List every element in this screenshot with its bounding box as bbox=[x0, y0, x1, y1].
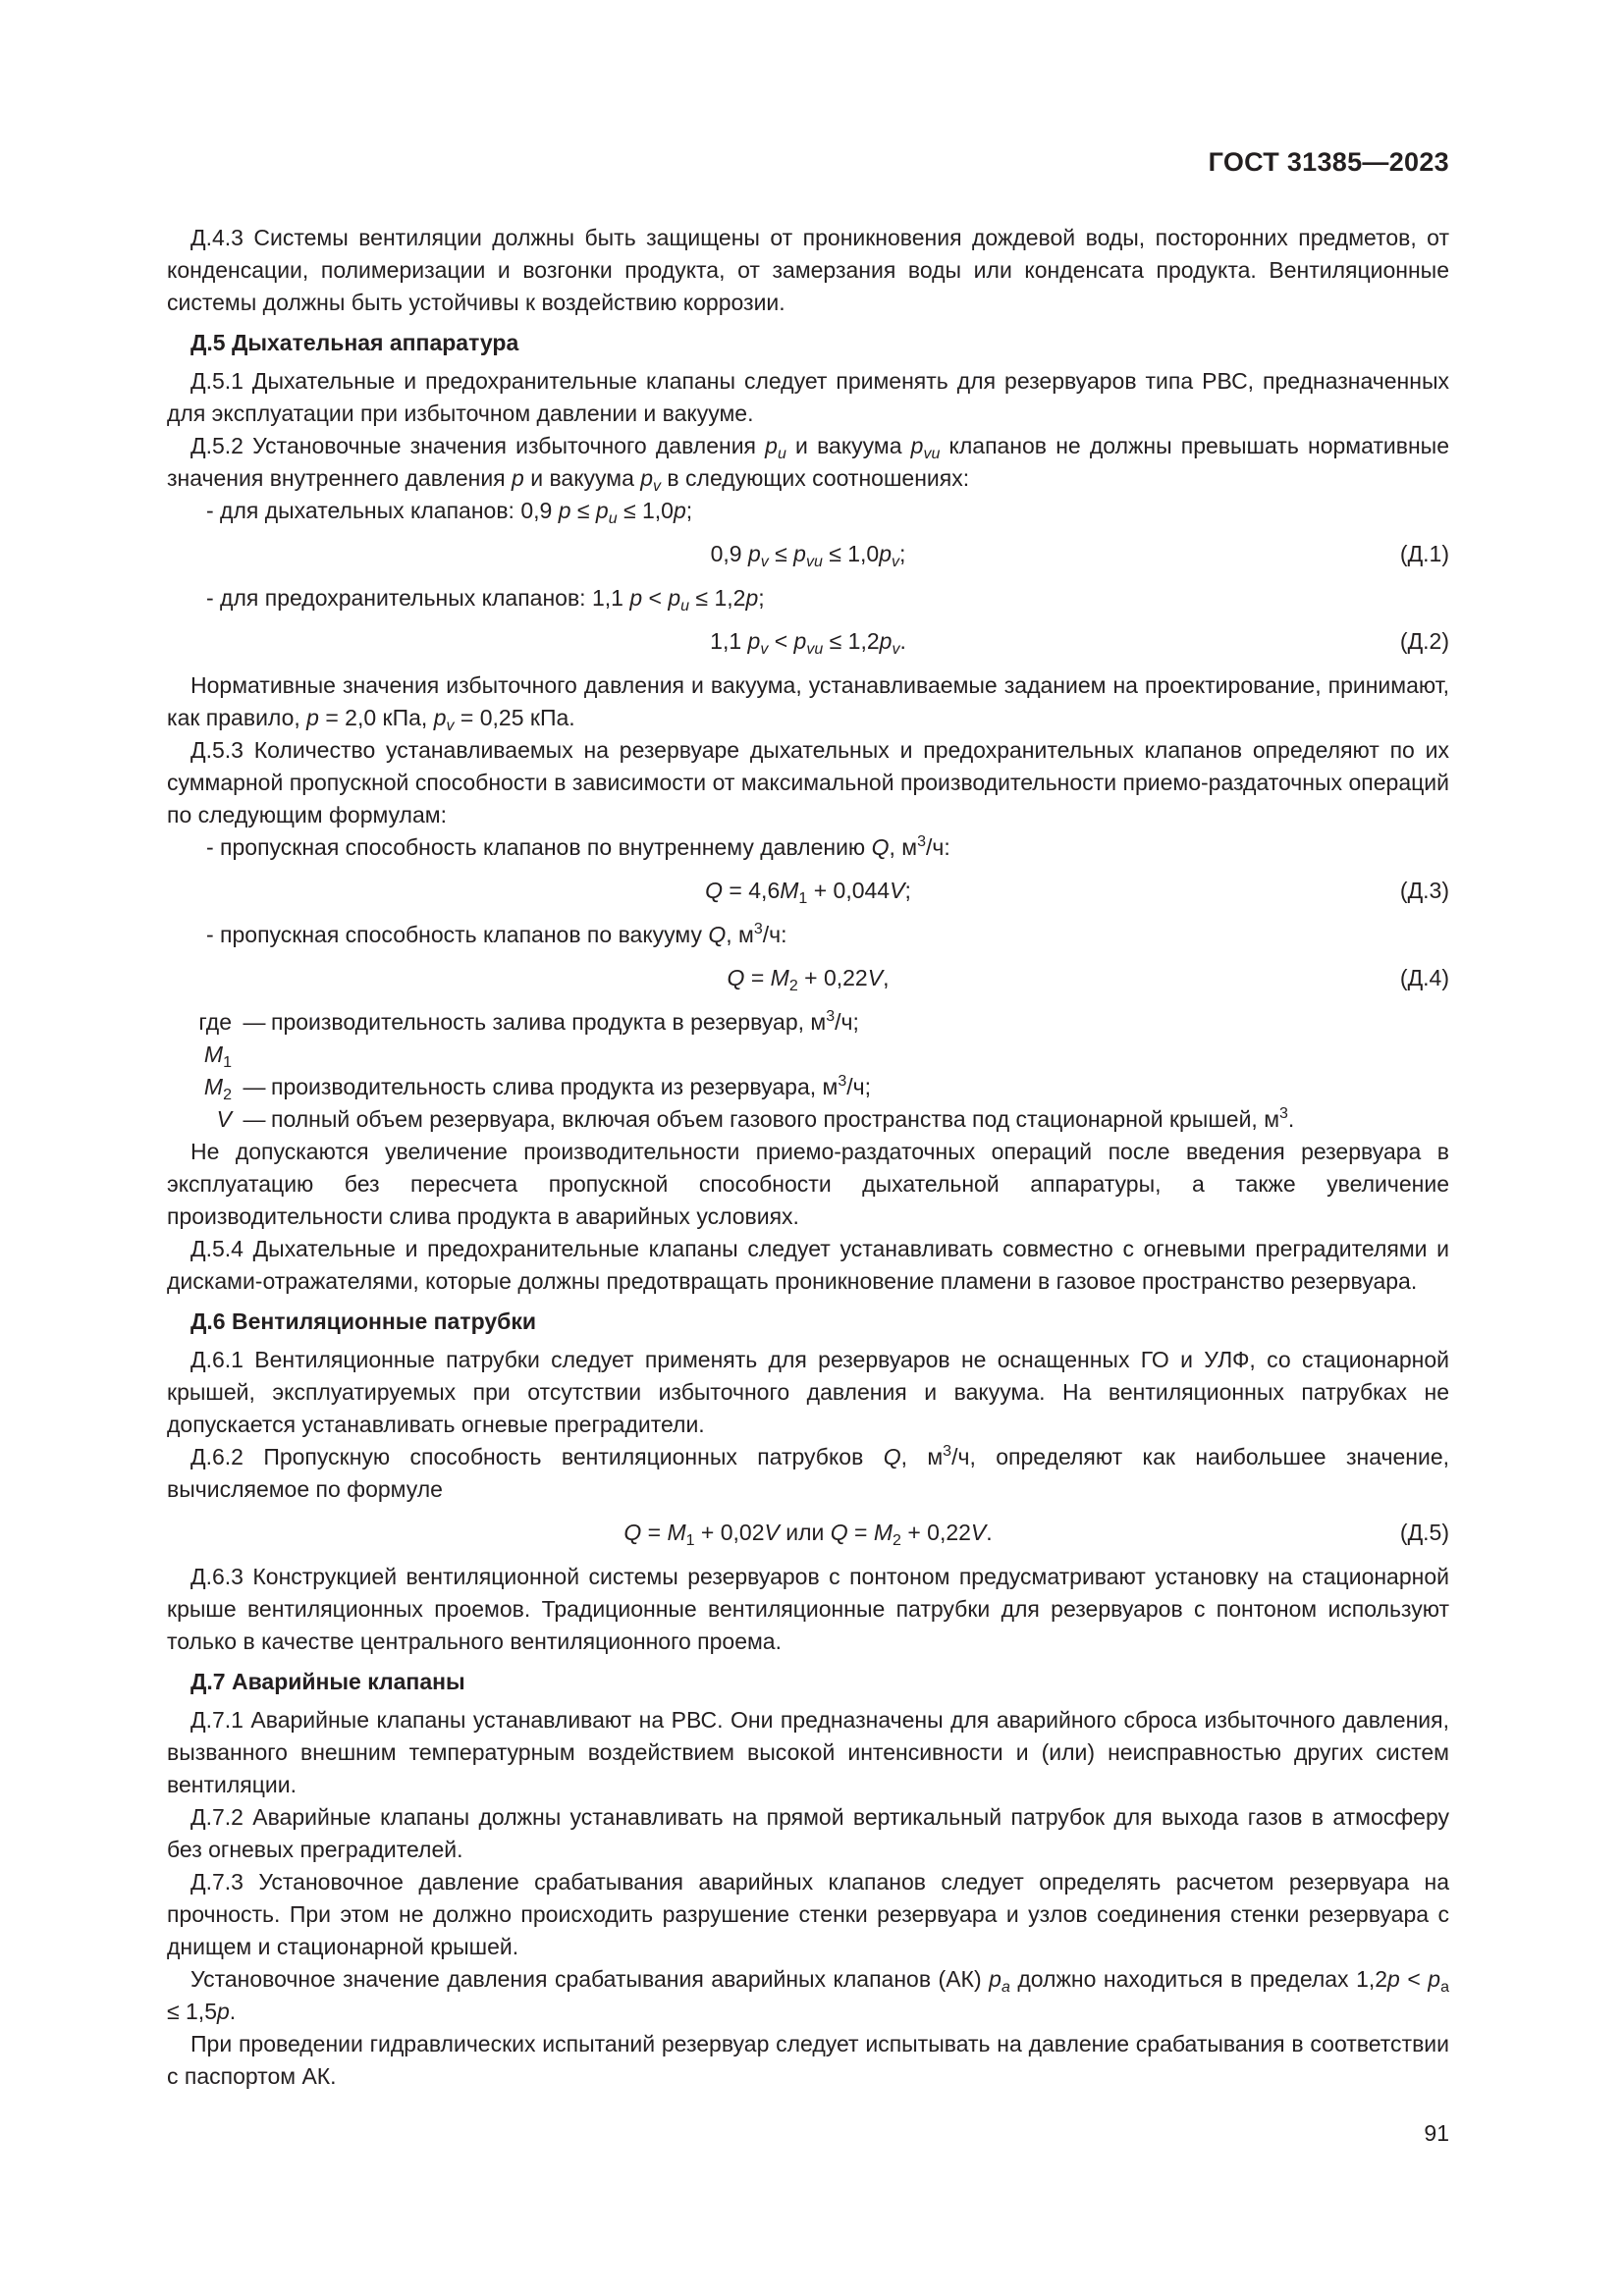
section-heading-d7: Д.7 Аварийные клапаны bbox=[190, 1669, 465, 1694]
formula-d2 bbox=[167, 620, 1449, 662]
paragraph-d61: Д.6.1 Вентиляционные патрубки следует применять для резервуаров не оснащенных ГО и УЛФ, со стационарной крышей, эксплуатируемых при отсутствии избыточного давления и вакуума. На вентиляционных патрубках не допускается устанавливать огневые преградители. bbox=[167, 1347, 1449, 1437]
formula-d5-number: (Д.5) bbox=[1399, 1520, 1449, 1545]
paragraph-d73: Д.7.3 Установочное давление срабатывания аварийных клапанов следует определять расчетом резервуара на прочность. При этом не должно происходить разрушение стенки резервуара и узлов соединения стенки резервуара с днищем и стационарной крышей. bbox=[167, 1869, 1449, 1959]
definition-m1-text: производительность залива продукта в резервуар, $м^3/ч$; bbox=[271, 1008, 859, 1035]
paragraph-d62: Д.6.2 Пропускную способность вентиляционных патрубков Q, $м^3/ч$, определяют как наибольшее значение, вычисляемое по формуле bbox=[167, 1443, 1449, 1502]
definition-m2-symbol: $M_2$ bbox=[203, 1074, 232, 1103]
list-item-breathing-valves: - для дыхательных клапанов: 0,9 $p \le p_u \le 1,0p$; bbox=[206, 498, 693, 527]
paragraph-d51: Д.5.1 Дыхательные и предохранительные клапаны следует применять для резервуаров типа РВС, предназначенных для эксплуатации при избыточном давлении и вакууме. bbox=[167, 368, 1449, 426]
definition-v-symbol: V bbox=[216, 1106, 232, 1132]
formula-d5-expression: $Q = M_1 + 0,02V$ или $Q = M_2 + 0,22V$. bbox=[623, 1520, 993, 1549]
formula-d2-expression: 1,1 $p_v < p_{vu} \le 1,2p_v$. bbox=[710, 628, 906, 658]
definition-v-text: полный объем резервуара, включая объем газового пространства под стационарной крышей, $м^3$. bbox=[271, 1105, 1295, 1132]
formula-d2-number: (Д.2) bbox=[1399, 628, 1449, 654]
formula-d4 bbox=[167, 957, 1449, 998]
paragraph-d52: Д.5.2 Установочные значения избыточного давления $p_u$ и вакуума $p_{vu}$ клапанов не должны превышать нормативные значения внутреннего давления p и вакуума $p_v$ в следующих соотношениях: bbox=[167, 433, 1449, 495]
formula-d1-number: (Д.1) bbox=[1399, 541, 1449, 566]
paragraph-d54: Д.5.4 Дыхательные и предохранительные клапаны следует устанавливать совместно с огневыми преградителями и дисками-отражателями, которые должны предотвращать проникновение пламени в газовое пространство резервуара. bbox=[167, 1236, 1449, 1294]
list-item-capacity-pressure: - пропускная способность клапанов по внутреннему давлению Q, $м^3/ч$: bbox=[206, 833, 950, 860]
page-number: 91 bbox=[1424, 2120, 1449, 2146]
list-item-safety-valves: - для предохранительных клапанов: 1,1 $p < p_u \le 1,2p$; bbox=[206, 585, 765, 614]
definition-dash: — bbox=[243, 1009, 266, 1035]
formula-d3-expression: $Q = 4,6M_1 + 0,044V$; bbox=[705, 878, 911, 907]
paragraph-ak-pressure: Установочное значение давления срабатывания аварийных клапанов (АК) $p_a$ должно находиться в пределах $1,2p < p_a \le 1,5p$. bbox=[167, 1966, 1449, 2024]
document-body bbox=[167, 222, 1449, 2093]
formula-d5 bbox=[167, 1512, 1449, 1553]
formula-d4-expression: $Q = M_2 + 0,22V$, bbox=[727, 965, 890, 994]
formula-d1 bbox=[167, 533, 1449, 574]
paragraph-no-increase: Не допускаются увеличение производительности приемо-раздаточных операций после введения резервуара в эксплуатацию без пересчета пропускной способности дыхательной аппаратуры, а также увеличение производительности слива продукта в аварийных условиях. bbox=[167, 1139, 1449, 1229]
formula-d3 bbox=[167, 870, 1449, 911]
paragraph-d63: Д.6.3 Конструкцией вентиляционной системы резервуаров с понтоном предусматривают установку на стационарной крыше вентиляционных проемов. Традиционные вентиляционные патрубки для резервуаров с понтоном используют только в качестве центрального вентиляционного проема. bbox=[167, 1564, 1449, 1654]
paragraph-d72: Д.7.2 Аварийные клапаны должны устанавливать на прямой вертикальный патрубок для выхода газов в атмосферу без огневых преградителей. bbox=[167, 1804, 1449, 1862]
paragraph-hydro-tests: При проведении гидравлических испытаний резервуар следует испытывать на давление срабатывания в соответствии с паспортом АК. bbox=[167, 2031, 1449, 2089]
variable-definitions bbox=[167, 1006, 1449, 1136]
definition-dash: — bbox=[243, 1074, 266, 1099]
formula-d1-expression: 0,9 $p_v \le p_{vu} \le 1,0p_v$; bbox=[710, 541, 906, 570]
section-heading-d5: Д.5 Дыхательная аппаратура bbox=[190, 330, 519, 355]
formula-d3-number: (Д.3) bbox=[1399, 878, 1449, 903]
paragraph-d43: Д.4.3 Системы вентиляции должны быть защищены от проникновения дождевой воды, посторонних предметов, от конденсации, полимеризации и возгонки продукта, от замерзания воды или конденсата продукта. Вентиляционные системы должны быть устойчивы к воздействию коррозии. bbox=[167, 225, 1449, 315]
formula-d4-number: (Д.4) bbox=[1399, 965, 1449, 990]
paragraph-d71: Д.7.1 Аварийные клапаны устанавливают на РВС. Они предназначены для аварийного сброса избыточного давления, вызванного внешним температурным воздействием высокой интенсивности и (или) неисправностью других систем вентиляции. bbox=[167, 1707, 1449, 1797]
section-heading-d6: Д.6 Вентиляционные патрубки bbox=[190, 1308, 536, 1334]
definition-m2-text: производительность слива продукта из резервуара, $м^3/ч$; bbox=[271, 1073, 872, 1099]
definition-dash: — bbox=[243, 1106, 266, 1132]
document-id: ГОСТ 31385—2023 bbox=[1208, 147, 1449, 177]
definition-m1-symbol: где $M_1$ bbox=[198, 1009, 232, 1071]
paragraph-normative-values: Нормативные значения избыточного давления и вакуума, устанавливаемые заданием на проектирование, принимают, как правило, p = 2,0 кПа, $p_v = 0,25$ кПа. bbox=[167, 672, 1449, 734]
paragraph-d53: Д.5.3 Количество устанавливаемых на резервуаре дыхательных и предохранительных клапанов определяют по их суммарной пропускной способности в зависимости от максимальной производительности приемо-раздаточных операций по следующим формулам: bbox=[167, 737, 1449, 828]
list-item-capacity-vacuum: - пропускная способность клапанов по вакууму Q, $м^3/ч$: bbox=[206, 921, 787, 947]
